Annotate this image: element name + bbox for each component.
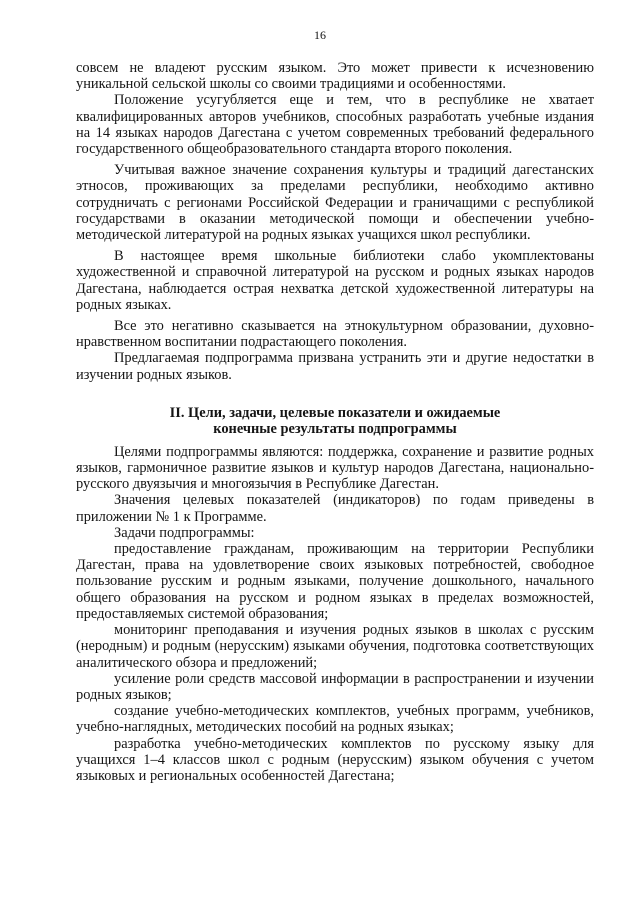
section-heading-line: II. Цели, задачи, целевые показатели и ожидаемые [169,404,501,421]
page-number: 16 [314,28,326,42]
document-body [76,60,594,784]
paragraph: Учитывая важное значение сохранения культуры и традиций дагестанских этносов, проживающих за пределами республики, необходимо активно сотрудничать с регионами Российской Федерации и граничащими с республикой государствами в оказании методической помощи и обеспечении учебно-методической литературой на родных языках учащихся школ республики. [76,162,594,244]
list-item: усиление роли средств массовой информации в распространении и изучении родных языков; [76,670,594,703]
section-heading-line: конечные результаты подпрограммы [213,421,457,438]
paragraph: В настоящее время школьные библиотеки слабо укомплектованы художественной и справочной литературой на русском и родных языках народов Дагестана, наблюдается острая нехватка детской художественной литературы на родных языках. [76,248,594,313]
paragraph: Положение усугубляется еще и тем, что в республике не хватает квалифицированных авторов учебников, способных разработать учебные издания на 14 языках народов Дагестана с учетом современных требований федерального государственного общеобразовательного стандарта второго поколения. [76,92,594,158]
paragraph: Целями подпрограммы являются: поддержка, сохранение и развитие родных языков, гармоничное развитие языков и культур народов Дагестана, национально-русского двуязычия и многоязычия в Республике Дагестан. [76,443,594,493]
paragraph: Все это негативно сказывается на этнокультурном образовании, духовно-нравственном воспитании подрастающего поколения. [76,318,594,351]
paragraph: Задачи подпрограммы: [114,524,255,541]
list-item: разработка учебно-методических комплектов по русскому языку для учащихся 1–4 классов школ с родным (нерусским) языком обучения с учетом языковых и региональных особенностей Дагестана; [76,735,594,784]
paragraph: Значения целевых показателей (индикаторов) по годам приведены в приложении № 1 к Программе. [76,492,594,525]
section-heading [76,405,594,438]
paragraph: совсем не владеют русским языком. Это может привести к исчезновению уникальной сельской школы со своими традициями и особенностями. [76,60,594,93]
list-item: предоставление гражданам, проживающим на территории Республики Дагестан, права на удовлетворение своих языковых потребностей, свободное пользование русским и родным языками, получение дошкольного, начального общего образования на русском и родном языках в пределах возможностей, предоставляемых системой образования; [76,541,594,622]
list-item: создание учебно-методических комплектов, учебных программ, учебников, учебно-наглядных, методических пособий на родных языках; [76,703,594,736]
list-item: мониторинг преподавания и изучения родных языков в школах с русским (неродным) и родным (нерусским) языками обучения, подготовка соответствующих аналитического обзора и предложений; [76,622,594,671]
paragraph: Предлагаемая подпрограмма призвана устранить эти и другие недостатки в изучении родных языков. [76,350,594,383]
